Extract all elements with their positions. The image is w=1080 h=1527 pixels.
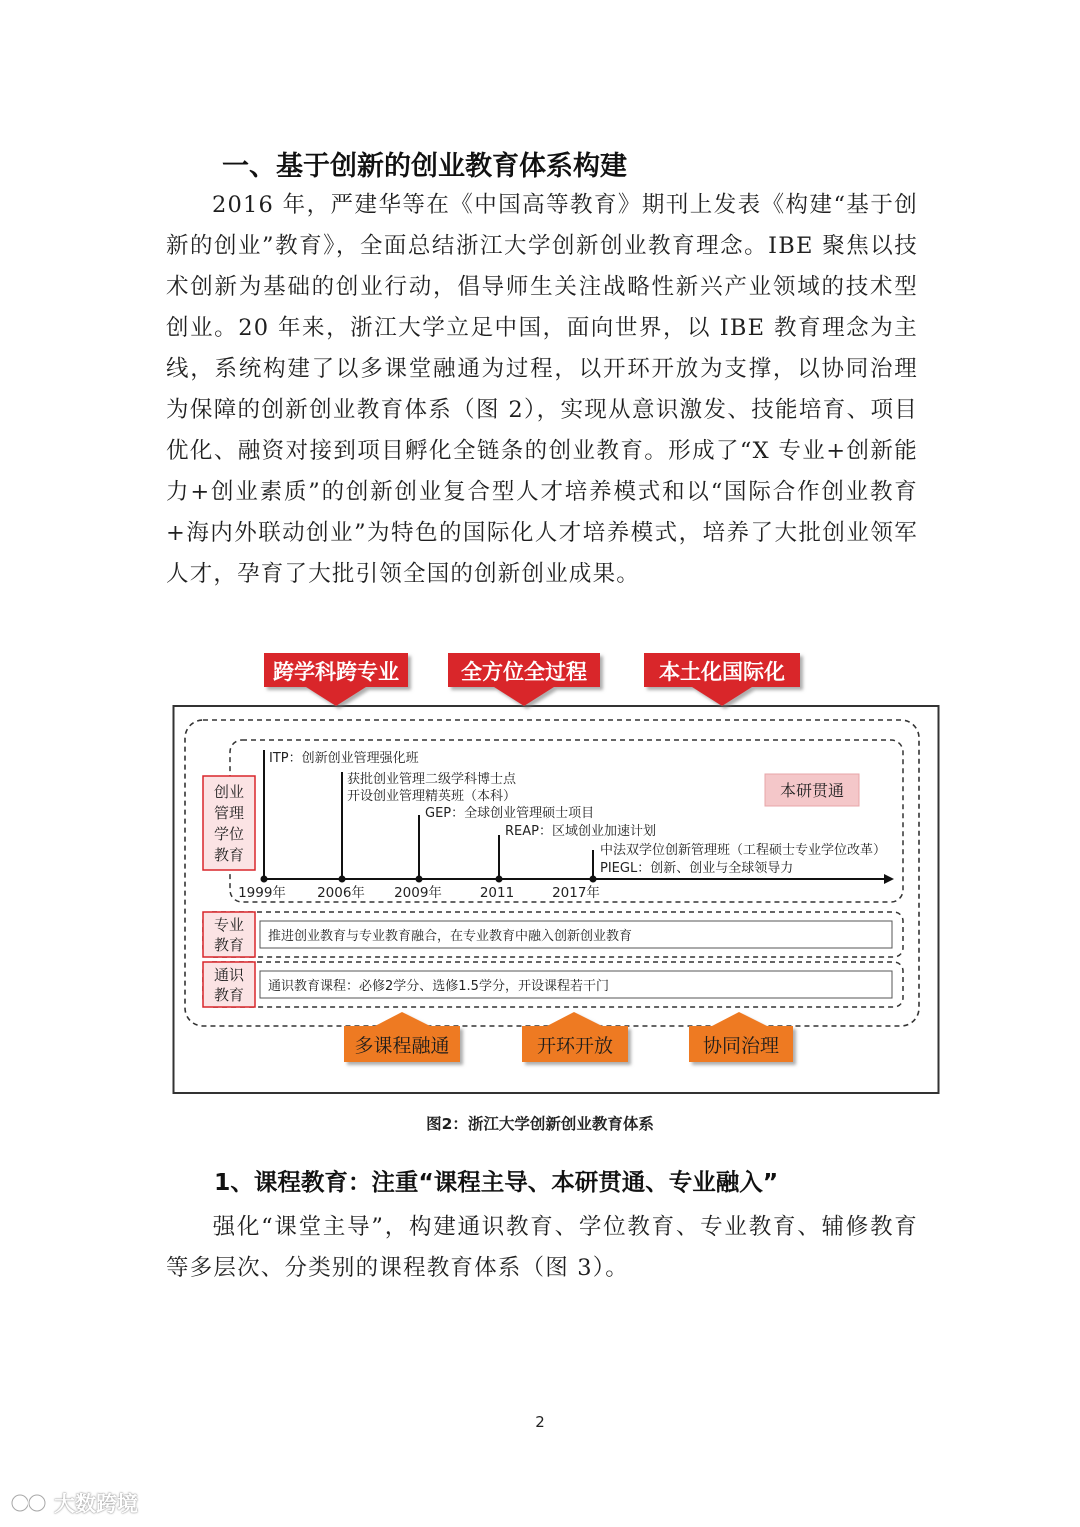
year-2006: 2006年: [317, 885, 365, 901]
event-gep: GEP：全球创业管理硕士项目: [425, 806, 595, 821]
major-education-label: [203, 912, 255, 957]
event-phd: 获批创业管理二级学科博士点: [347, 772, 517, 787]
general-education-desc: 通识教育课程：必修2学分、选修1.5学分，开设课程若干门: [268, 979, 609, 994]
year-2009: 2009年: [394, 885, 442, 901]
watermark: [10, 1488, 138, 1518]
svg-text:教育: 教育: [213, 986, 245, 1004]
figure-caption: 图2：浙江大学创新创业教育体系: [426, 1115, 654, 1133]
watermark-logo-icon: [10, 1491, 48, 1515]
dot-1999: [261, 876, 268, 883]
section-heading: 一、基于创新的创业教育体系构建: [222, 151, 627, 182]
top-arrow-1: [264, 653, 408, 706]
svg-text:管理: 管理: [213, 804, 245, 822]
svg-text:教育: 教育: [213, 936, 245, 954]
top-arrow-2-label: 全方位全过程: [461, 660, 587, 684]
paragraph-2-text: 强化“课堂主导”，构建通识教育、学位教育、专业教育、辅修教育等多层次、分类别的课程教育体系（图 3）。: [166, 1214, 918, 1281]
undergrad-grad-badge: [765, 774, 859, 806]
event-sino-french: 中法双学位创新管理班（工程硕士专业学位改革）: [600, 843, 887, 858]
event-elite: 开设创业管理精英班（本科）: [347, 789, 517, 804]
body-paragraph-1: [166, 185, 918, 595]
event-reap: REAP：区域创业加速计划: [505, 824, 656, 839]
body-paragraph-2: [166, 1207, 918, 1289]
degree-education-label: [203, 776, 255, 870]
top-arrow-2: [448, 653, 600, 706]
svg-text:本研贯通: 本研贯通: [779, 781, 845, 800]
svg-text:创业: 创业: [213, 783, 245, 801]
general-education-label: [203, 962, 255, 1007]
svg-text:教育: 教育: [213, 846, 245, 864]
bottom-arrow-2-label: 开环开放: [536, 1035, 614, 1057]
dot-2011: [496, 876, 503, 883]
top-arrow-3-label: 本土化国际化: [659, 660, 785, 684]
major-education-desc: 推进创业教育与专业教育融合，在专业教育中融入创新创业教育: [268, 929, 633, 944]
watermark-text: 大数跨境: [54, 1492, 138, 1516]
year-2017: 2017年: [552, 885, 600, 901]
year-1999: 1999年: [238, 885, 286, 901]
dot-2017: [590, 876, 597, 883]
svg-text:学位: 学位: [213, 825, 245, 843]
event-itp: ITP：创新创业管理强化班: [269, 751, 419, 766]
svg-text:专业: 专业: [213, 916, 245, 934]
top-arrow-3: [644, 653, 800, 706]
dot-2006: [339, 876, 346, 883]
bottom-arrow-1-label: 多课程融通: [354, 1035, 450, 1057]
subheading: 1、课程教育：注重“课程主导、本研贯通、专业融入”: [214, 1168, 779, 1196]
dot-2009: [416, 876, 423, 883]
event-piegl: PIEGL：创新、创业与全球领导力: [600, 861, 794, 876]
bottom-arrow-3-label: 协同治理: [702, 1035, 780, 1057]
year-2011: 2011: [479, 885, 515, 901]
top-arrow-1-label: 跨学科跨专业: [273, 660, 399, 684]
paragraph-1-text: 2016 年，严建华等在《中国高等教育》期刊上发表《构建“基于创新的创业”教育》，全面总结浙江大学创新创业教育理念。IBE 聚焦以技术创新为基础的创业行动，倡导师生关注战略性新兴产业领域的技术型创业。20 年来，浙江大学立足中国，面向世界，以 IBE 教育理念为主线，系统构建了以多课堂融通为过程，以开环开放为支撑，以协同治理为保障的创新创业教育体系（图 2），实现从意识激发、技能培育、项目优化、融资对接到项目孵化全链条的创业教育。形成了“X 专业+创新能力+创业素质”的创新创业复合型人才培养模式和以“国际合作创业教育+海内外联动创业”为特色的国际化人才培养模式，培养了大批创业领军人才，孕育了大批引领全国的创新创业成果。: [166, 192, 918, 587]
svg-text:通识: 通识: [213, 966, 245, 984]
education-system-diagram: [172, 650, 940, 1095]
page-number: 2: [535, 1413, 545, 1431]
figure-2: [172, 650, 940, 1095]
